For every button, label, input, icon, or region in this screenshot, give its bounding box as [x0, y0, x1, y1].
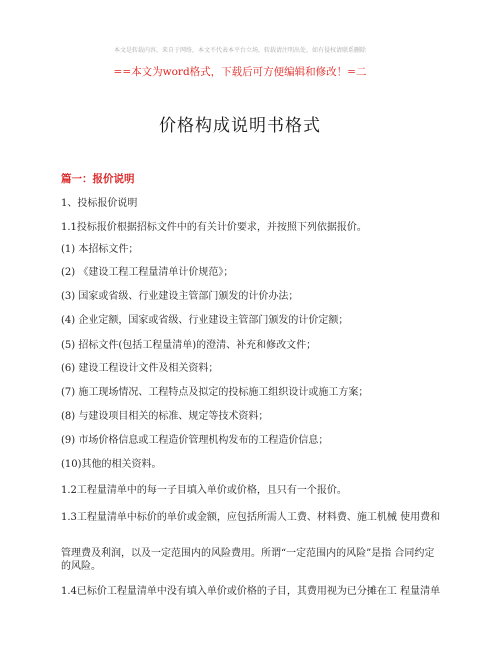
doc-line-6: (4) 企业定额，国家或省级、行业建设主管部门颁发的计价定额；	[61, 315, 349, 326]
doc-paragraph-2: 管理费及利润，以及一定范围内的风险费用。所谓“一定范围内的风险”是指 合同约定的风险。	[61, 548, 435, 572]
doc-line-5: (3) 国家或省级、行业建设主管部门颁发的计价办法；	[61, 291, 299, 302]
doc-line-2: 1.1投标报价根据招标文件中的有关计价要求，并按照下列依据报价。	[61, 222, 367, 233]
doc-paragraph-3: 1.4已标价工程量清单中没有填入单价或价格的子目，其费用视为已分摊在工 程量清单	[61, 586, 441, 597]
doc-line-7: (5) 招标文件(包括工程量清单)的澄清、补充和修改文件；	[61, 340, 317, 351]
format-banner: ==本文为word格式，下载后可方便编辑和修改！=二	[113, 66, 367, 78]
doc-paragraph-1: 1.3工程量清单中标价的单价或金额，应包括所需人工费、材料费、施工机械 使用费和	[61, 512, 441, 523]
doc-line-8: (6) 建设工程设计文件及相关资料；	[61, 363, 219, 374]
doc-line-10: (8) 与建设项目相关的标准、规定等技术资料；	[61, 411, 269, 422]
header-disclaimer: 本文是转载内容，来自于网络，本文不代表本平台立场，转载请注明出处，如有侵权请联系删除	[113, 47, 366, 54]
doc-line-12: (10)其他的相关资料。	[61, 459, 162, 470]
doc-line-13: 1.2工程量清单中的每一子目填入单价或价格，且只有一个报价。	[61, 485, 347, 496]
doc-line-1: 1、投标报价说明	[61, 198, 138, 209]
doc-line-9: (7) 施工现场情况、工程特点及拟定的投标施工组织设计或施工方案；	[61, 387, 369, 398]
section-heading: 篇一：报价说明	[61, 173, 135, 185]
document-title: 价格构成说明书格式	[159, 116, 321, 136]
doc-line-3: (1) 本招标文件；	[61, 244, 139, 255]
doc-line-11: (9) 市场价格信息或工程造价管理机构发布的工程造价信息；	[61, 435, 329, 446]
doc-line-4: (2) 《建设工程工程量清单计价规范》；	[61, 267, 234, 278]
